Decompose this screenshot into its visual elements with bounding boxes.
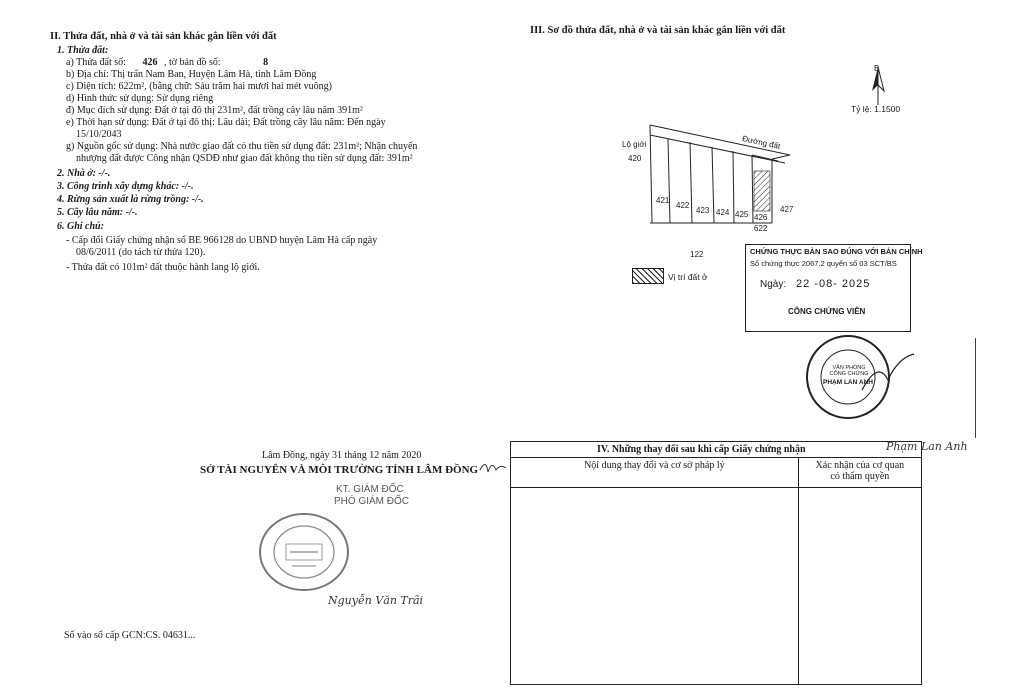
changes-table xyxy=(510,441,922,685)
section-3-title: III. Sơ đồ thửa đất, nhà ở và tài sản khác gắn liền với đất xyxy=(530,25,786,36)
north-label: B xyxy=(874,64,880,73)
parcel-area: 622 xyxy=(754,224,768,233)
signer-name: Nguyễn Văn Trãi xyxy=(328,594,424,607)
origin-line-1: g) Nguồn gốc sử dụng: Nhà nước giao đất có thu tiền sử dụng đất: 231m²; Nhận chuyển xyxy=(66,141,418,152)
deputy-title: PHÓ GIÁM ĐỐC xyxy=(334,496,410,507)
usage-form-line: d) Hình thức sử dụng: Sử dụng riêng xyxy=(66,93,214,104)
usage-term-line: e) Thời hạn sử dụng: Đất ở tại đô thị: Lâu dài; Đất trồng cây lâu năm: Đến ngày xyxy=(66,117,386,128)
parcel-424: 424 xyxy=(716,208,730,217)
issue-date: Lâm Đồng, ngày 31 tháng 12 năm 2020 xyxy=(262,450,422,461)
certification-stamp xyxy=(745,244,923,332)
address-line: b) Địa chỉ: Thị trấn Nam Ban, Huyện Lâm Hà, tỉnh Lâm Đồng xyxy=(66,69,317,80)
parcel-420: 420 xyxy=(628,154,642,163)
notary-signature xyxy=(858,350,918,398)
parcel-425: 425 xyxy=(735,210,749,219)
item-5: 5. Cây lâu năm: -/-. xyxy=(57,207,138,218)
cert-date-label: Ngày: xyxy=(760,279,787,290)
parcel-number-line: a) Thửa đất số: 426 , tờ bản đồ số: 8 xyxy=(66,57,269,68)
cert-number: Số chứng thực 2067.2 quyển số 03 SCT/BS xyxy=(750,259,897,268)
map-scale: Tỷ lệ: 1.1500 xyxy=(851,104,901,114)
cert-title: CHỨNG THỰC BẢN SAO ĐÚNG VỚI BẢN CHÍNH xyxy=(750,247,923,256)
col-confirmation: Xác nhận của cơ quan có thẩm quyền xyxy=(798,458,921,488)
parcel-422: 422 xyxy=(676,201,690,210)
area-line: c) Diện tích: 622m², (bằng chữ: Sáu trăm hai mươi hai mét vuông) xyxy=(66,81,333,92)
section-2-title: II. Thửa đất, nhà ở và tài sản khác gắn liền với đất xyxy=(50,31,277,42)
usage-term-date: 15/10/2043 xyxy=(76,129,122,140)
setback-label: Lộ giới xyxy=(622,140,647,149)
item-2: 2. Nhà ở: -/-. xyxy=(57,168,111,179)
note-2: - Thửa đất có 101m² đất thuộc hành lang lộ giới. xyxy=(66,262,260,273)
item-1-heading: 1. Thửa đất: xyxy=(57,45,109,56)
cert-role: CÔNG CHỨNG VIÊN xyxy=(788,307,866,316)
cert-date: 22 -08- 2025 xyxy=(796,278,871,290)
issuing-agency: SỞ TÀI NGUYÊN VÀ MÔI TRƯỜNG TỈNH LÂM ĐỒNG xyxy=(200,464,479,476)
origin-line-2: nhượng đất được Công nhận QSDĐ như giao đất không thu tiền sử dụng đất: 391m² xyxy=(76,153,413,164)
notary-handwritten-name: Phạm Lan Anh xyxy=(886,440,968,453)
col-changes: Nội dung thay đổi và cơ sở pháp lý xyxy=(511,458,799,488)
parcel-427: 427 xyxy=(780,205,794,214)
deputy-title-kt: KT. GIÁM ĐỐC xyxy=(336,484,404,495)
notary-seal-name: PHẠM LAN ANH xyxy=(823,379,873,386)
confirmation-cell xyxy=(798,488,921,685)
parcel-423: 423 xyxy=(696,206,710,215)
note-1a: - Cấp đổi Giấy chứng nhận số BE 966128 do UBND huyện Lâm Hà cấp ngày xyxy=(66,235,378,246)
item-4: 4. Rừng sản xuất là rừng trồng: -/-. xyxy=(57,194,204,205)
notary-seal-office: VĂN PHÒNG CÔNG CHỨNG xyxy=(829,365,869,377)
usage-purpose-line: đ) Mục đích sử dụng: Đất ở tại đô thị 231m², đất trồng cây lâu năm 391m² xyxy=(66,105,363,116)
adjacent-page-edge xyxy=(975,338,1024,438)
agency-initial-signature xyxy=(478,458,508,476)
parcel-sketch-map xyxy=(620,115,810,235)
official-seal xyxy=(256,510,352,594)
changes-cell xyxy=(511,488,799,685)
parcel-122: 122 xyxy=(690,250,704,259)
legend-hatch-swatch xyxy=(632,268,664,284)
item-3: 3. Công trình xây dựng khác: -/-. xyxy=(57,181,194,192)
road-label: Đường đất xyxy=(741,134,782,151)
registration-number: Số vào sổ cấp GCN:CS. 04631... xyxy=(64,630,196,641)
section-4-title: IV. Những thay đổi sau khi cấp Giấy chứng nhận xyxy=(511,442,922,458)
item-6-heading: 6. Ghi chú: xyxy=(57,221,104,232)
note-1b: 08/6/2011 (do tách từ thửa 120). xyxy=(76,247,206,258)
legend-label: Vị trí đất ở xyxy=(668,272,708,282)
parcel-426: 426 xyxy=(754,213,768,222)
parcel-421: 421 xyxy=(656,196,670,205)
